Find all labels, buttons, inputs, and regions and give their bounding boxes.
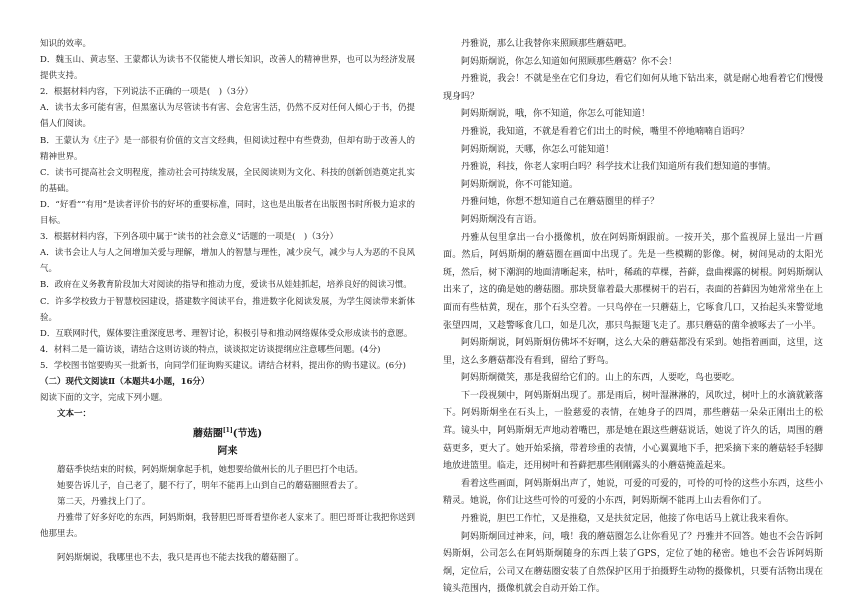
instructions: 阅读下面的文字，完成下列小题。 <box>40 393 168 404</box>
story-paragraph: 阿妈斯炯说，哦，你不知道，你怎么可能知道！ <box>461 109 651 120</box>
option-c: C．许多学校致力于智慧校园建设，搭建数字阅读平台，推进数字化阅读发展，为学生阅读带来新体验。 <box>40 296 415 323</box>
story-paragraph: 丹雅说，那么让我替你来照顾那些蘑菇吧。 <box>461 39 633 49</box>
story-paragraph: 阿妈斯炯没有言语。 <box>461 214 543 225</box>
option-d: D．“好看”“有用”是读者评价书的好坏的重要标准，同时，这也是出版者在出版图书时所极力追求的目标。 <box>40 199 415 227</box>
story-paragraph: 阿妈斯炯说，天哪，你怎么可能知道！ <box>461 144 615 155</box>
story-paragraph: 丹雅从包里拿出一台小摄像机，放在阿妈斯炯跟前。一按开关，那个监视屏上显出一片画面。然后，阿妈斯炯的蘑菇圈在画面中出现了。先是一些模糊的影像。树，树间晃动的太阳光斑，然后，树下潮润的地面清晰起来，枯叶，稀疏的草棵，苔藓，盘曲裸露的树根。阿妈斯炯认出来了，这的确是她的蘑菇圈。那块贤靠着最大那棵树干的岩石，表面的苔藓因为她常常坐在上面而有些枯黄，现在，那个石头空着。一只鸟停在一只蘑菇上，它啄食几口，又抬起头来警觉地张望四周，又趁警啄食几口，如是几次，那只鸟振翅飞走了。那只蘑菇的菌伞被啄去了一小半。 <box>443 232 823 331</box>
question-5: 5．学校图书馆要购买一批新书，向同学们征询购买建议。请结合材料，提出你的购书建议。(6分) <box>40 360 406 371</box>
option-d: D．魏玉山、黄志坚、王蒙都认为读书不仅能使人增长知识，改善人的精神世界，也可以为经济发展提供支持。 <box>40 55 415 82</box>
option-b: B．政府在义务教育阶段加大对阅读的指导和推动力度，爱读书从娃娃抓起，培养良好的阅读习惯。 <box>40 280 412 291</box>
story-paragraph: 丹雅说，我知道，不就是看着它们出土的时候，嘴里不停地喃喃自语吗？ <box>461 126 750 137</box>
story-paragraph: 丹雅说，科技，你老人家明白吗？科学技术让我们知道所有我们想知道的事情。 <box>461 162 777 173</box>
story-paragraph: 丹雅说，胆巴工作忙，又是推稳，又是扶贫定居，他接了你电话马上就让我来看你。 <box>461 514 795 525</box>
text-one-label: 文本一： <box>57 409 92 420</box>
story-paragraph: 阿妈斯炯说，阿妈斯炯仿佛坏不好啊，这么大朵的蘑菇都没有采到。她指着画面，这里，这里，这么多蘑菇都没有看到，留给了野鸟。 <box>443 338 823 366</box>
story-title <box>40 422 415 442</box>
story-paragraph: 阿妈斯炯说，我哪里也不去，我只是再也不能去找我的蘑菇圈了。 <box>57 553 304 564</box>
story-paragraph: 阿妈斯炯回过神来，问，哦！我的蘑菇圈怎么让你看见了？丹雅并不回答。她也不会告诉阿妈斯炯，公司怎么在阿妈斯炯随身的东西上装了GPS，定位了她的秘密。她也不会告诉阿妈斯炯，定位后，公司又在蘑菇圈安装了自然保护区用于拍摄野生动物的摄像机，只要有活物出现在镜头范围内，摄像机就会自动开始工作。 <box>443 531 823 595</box>
section-heading: （二）现代文阅读Ⅱ（本题共4小题，16分） <box>40 376 210 387</box>
option-d: D．互联网时代，媒体要注重深度思考、理智讨论，积极引导和推动网络媒体受众形成读书的意愿。 <box>40 328 413 339</box>
story-paragraph: 丹雅带了好多好吃的东西，阿妈斯炯，我替胆巴哥哥看望你老人家来了。胆巴哥哥让我把你送到他那里去。 <box>40 512 415 539</box>
question-3: 3．根据材料内容，下列各项中属于“读书的社会意义”话题的一项是( )（3分） <box>40 232 339 243</box>
question-4: 4．材料二是一篇访谈，请结合这则访谈的特点，谈谈拟定访谈提纲应注意哪些问题。(4分) <box>40 344 381 355</box>
story-paragraph: 下一段视频中，阿妈斯炯出现了。那是雨后，树叶湿淋淋的，风吹过，树叶上的水滴就簌落下。阿妈斯炯坐在石头上，一脸慈爱的表情，在她身子的四周，那些蘑菇一朵朵正刚出土的松茸。镜头中，阿妈斯炯无声地动着嘴巴，那是她在跟这些蘑菇说话，她说了许久的话，周围的蘑菇更多，更大了。她开始采摘，带着珍重的表情，小心翼翼地下手，把采摘下来的蘑菇轻手轻脚地放进篮里。临走，还用树叶和苔藓把那些刚刚露头的小蘑菇掩盖起来。 <box>443 390 823 472</box>
story-paragraph: 蘑菇季快结束的时候，阿妈斯炯拿起手机，她想要给做州长的儿子胆巴打个电话。 <box>57 464 364 475</box>
paragraph: 知识的效率。 <box>40 39 92 49</box>
story-paragraph: 第二天，丹雅找上门了。 <box>57 496 151 507</box>
footnote-mark: [1] <box>222 427 233 435</box>
story-paragraph: 丹雅问她，你想不想知道自己在蘑菇圈里的样子？ <box>461 197 660 208</box>
option-a: A．读书太多可能有害，但黑塞认为尽管读书有害、会危害生活，仍然不反对任何人倾心于书，仍提倡人们阅读。 <box>40 103 415 130</box>
story-paragraph: 阿妈斯炯微笑，那是我留给它们的。山上的东西，人要吃，鸟也要吃。 <box>461 373 741 384</box>
story-title-text: 蘑菇圈 <box>192 428 223 440</box>
story-title-suffix: (节选) <box>232 428 263 440</box>
left-column <box>40 36 415 566</box>
story-paragraph: 看着这些画面，阿妈斯炯出声了，她说，可爱的可爱的，可怜的可怜的这些小东西，这些小精灵。她说，你们让这些可怜的可爱的小东西，阿妈斯炯不能再上山去看你们了。 <box>443 478 823 507</box>
option-a: A．读书会让人与人之间增加关爱与理解，增加人的智慧与理性，减少戾气，减少与人为恶的不良风气。 <box>40 248 415 275</box>
story-paragraph: 丹雅说，我会！不就是坐在它们身边，看它们如何从地下钻出来，就是耐心地看着它们慢慢现身吗？ <box>443 74 823 102</box>
story-paragraph: 她要告诉儿子，自己老了，腿不行了，明年不能再上山到自己的蘑菇圈照看去了。 <box>57 480 364 491</box>
question-2: 2．根据材料内容，下列说法不正确的一项是( )（3分） <box>40 87 253 98</box>
story-paragraph: 阿妈斯炯说，你不可能知道。 <box>461 179 579 190</box>
story-paragraph: 阿妈斯炯说，你怎么知道如何照顾那些蘑菇？你不会！ <box>461 56 678 67</box>
option-c: C．读书可提高社会文明程度，推动社会可持续发展，全民阅读则为文化、科技的创新创造奠定扎实的基础。 <box>40 167 415 194</box>
option-b: B．王蒙认为《庄子》是一部很有价值的文言文经典，但阅读过程中有些费劲，但却有助于改善人的精神世界。 <box>40 135 415 162</box>
story-author: 阿来 <box>217 445 238 457</box>
right-column <box>443 36 823 599</box>
